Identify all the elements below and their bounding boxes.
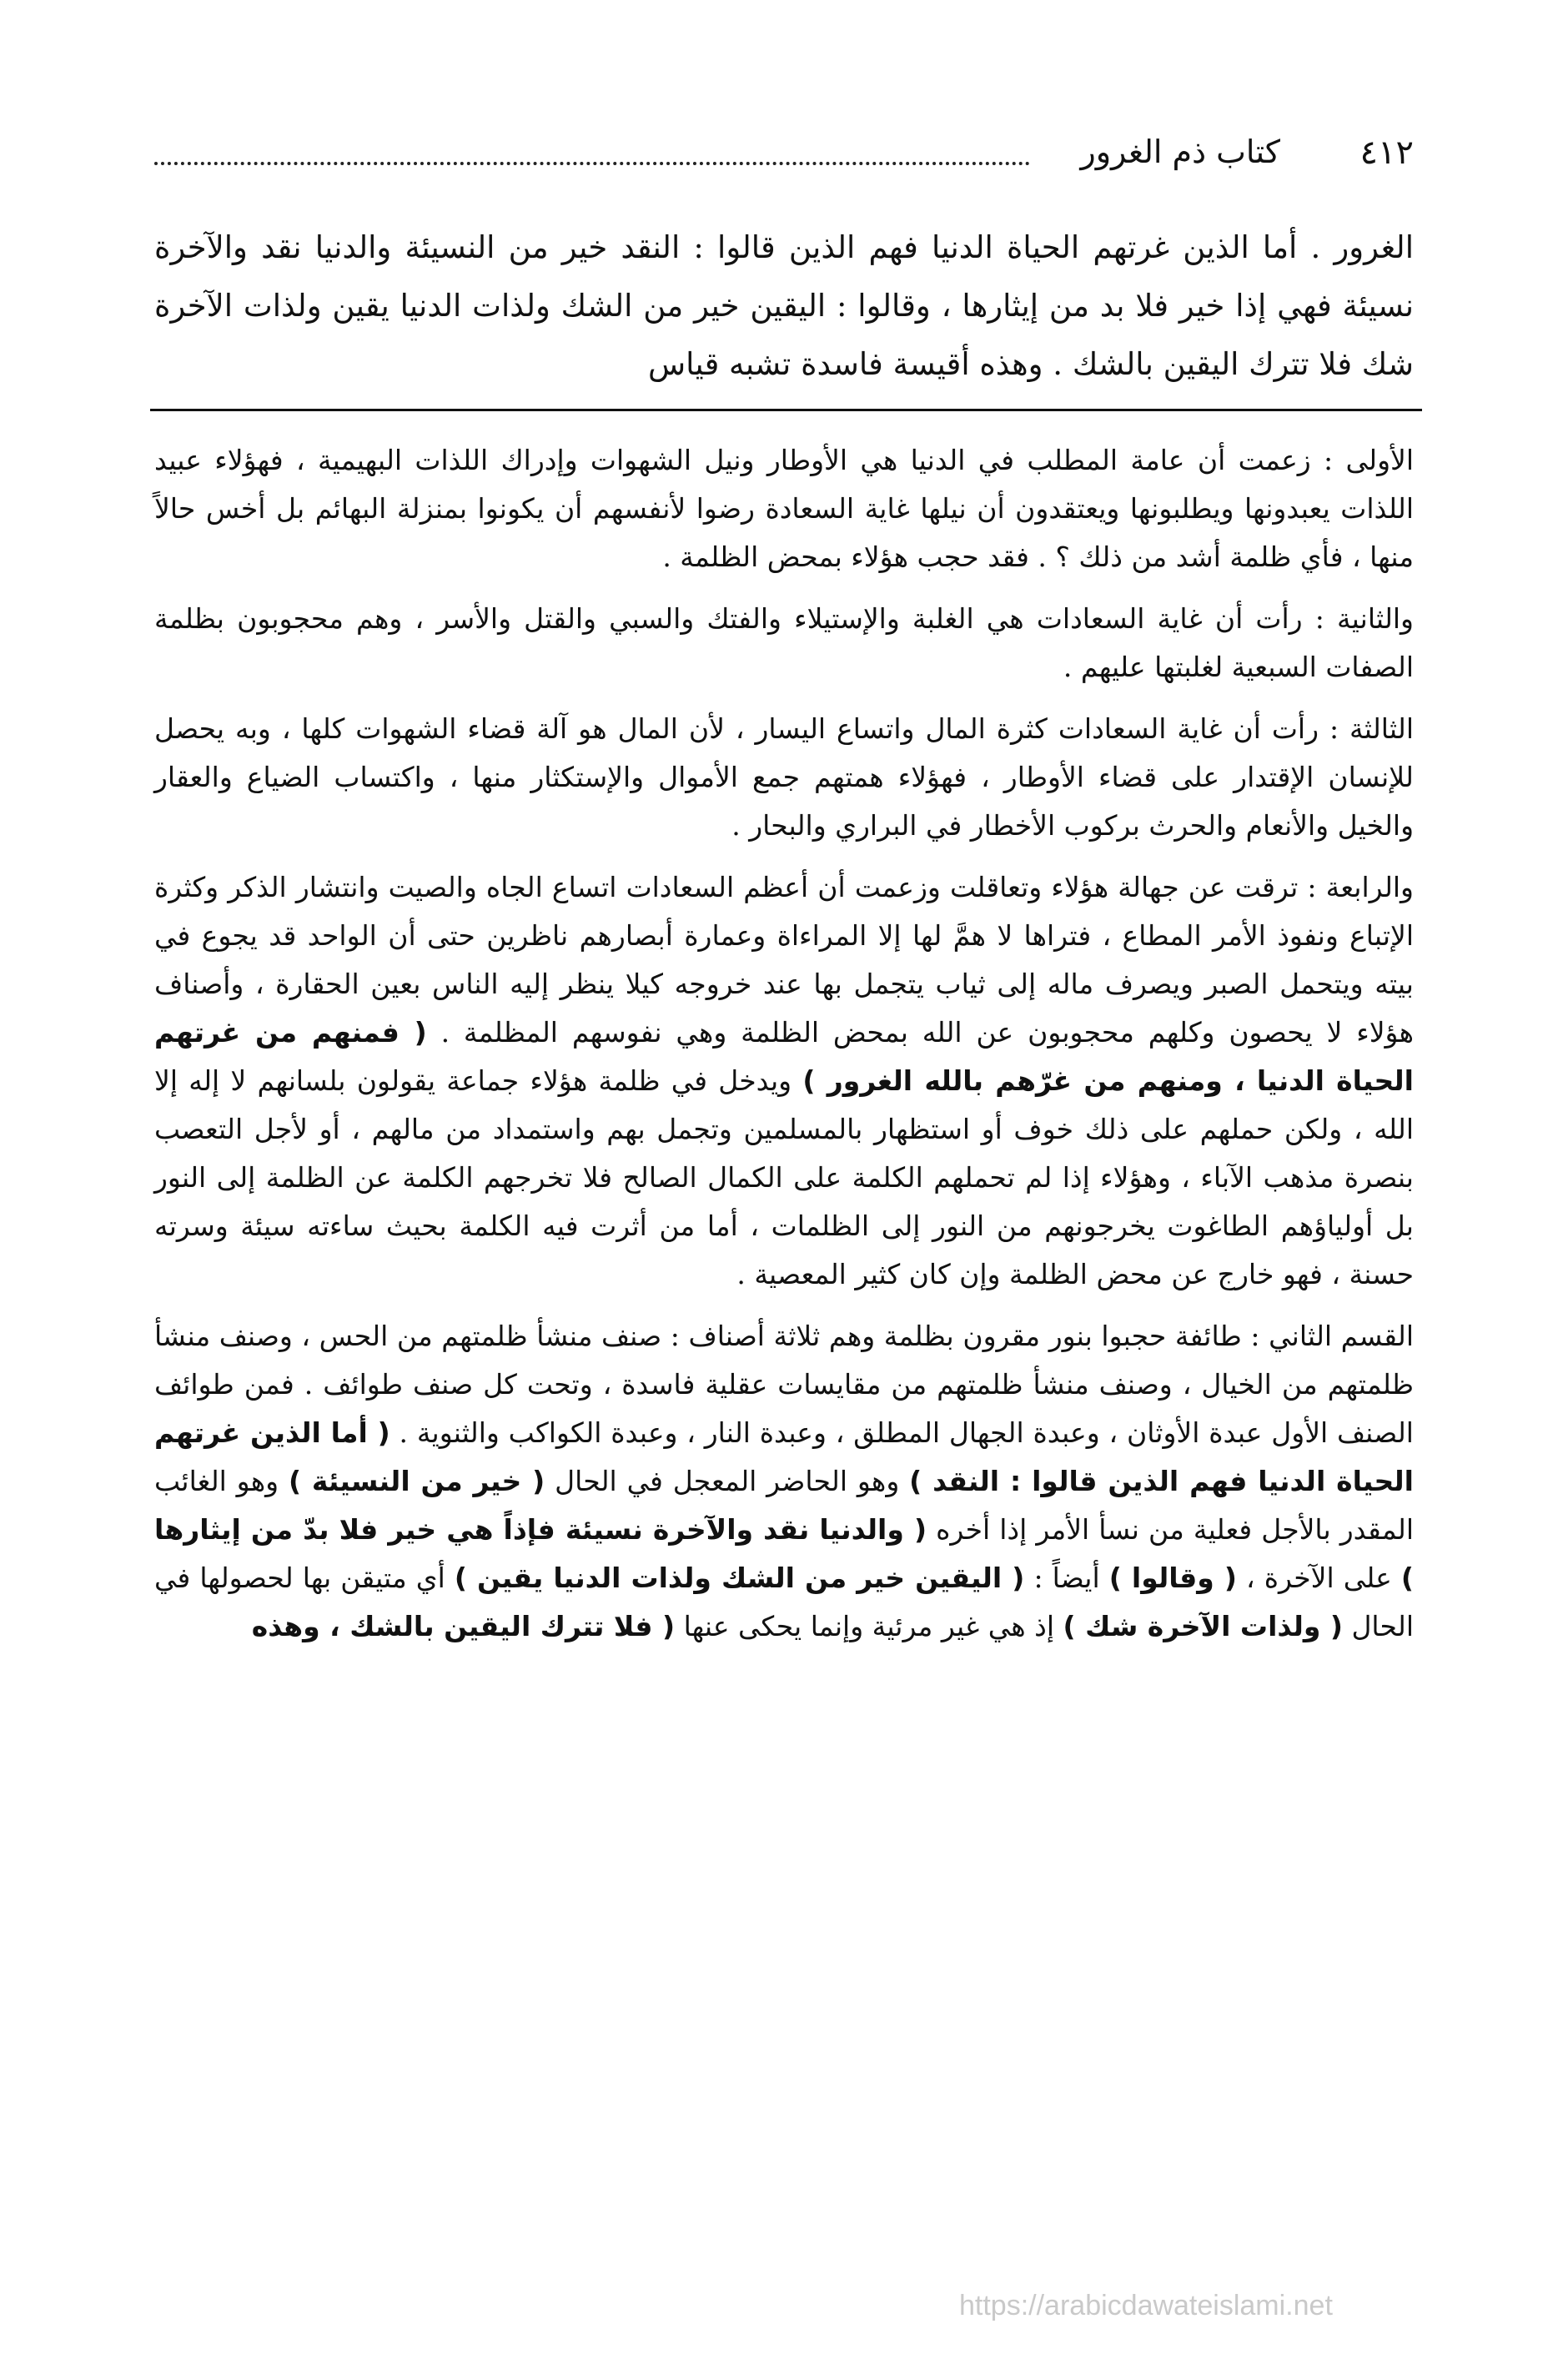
page-header xyxy=(154,125,1414,185)
running-title: كتاب ذم الغرور xyxy=(1080,133,1280,170)
paragraph-5-text-d: على الآخرة ، xyxy=(1246,1562,1392,1594)
paragraph-5-text-b: وهو الحاضر المعجل في الحال xyxy=(555,1465,900,1497)
page-number: ٤١٢ xyxy=(1359,133,1414,172)
commentary-paragraph-4 xyxy=(154,863,1414,1299)
quoted-text-5: ( اليقين خير من الشك ولذات الدنيا يقين ) xyxy=(454,1562,1025,1594)
paragraph-4-text-a: والرابعة : ترقت عن جهالة هؤلاء وتعاقلت وزعمت أن أعظم السعادات اتساع الجاه والصيت وانتشار الذكر وكثرة الإتباع ونفوذ الأمر المطاع ، فتراها لا همَّ لها إلا المراءاة وعمارة أبصارهم ناظرين حتى أن الواحد قد يجوع في بيته ويتحمل الصبر ويصرف ماله إلى ثياب يتجمل بها عند خروجه كيلا ينظر إليه الناس بعين الحقارة ، وأصناف هؤلاء لا يحصون وكلهم محجوبون عن الله بمحض الظلمة وهي نفوسهم المظلمة . xyxy=(154,871,1414,1049)
commentary-paragraph-2: والثانية : رأت أن غاية السعادات هي الغلبة والإستيلاء والفتك والسبي والقتل والأسر ، وهم محجوبون بظلمة الصفات السبعية لغلبتها عليهم . xyxy=(154,602,1414,683)
quoted-text-3: ( والدنيا نقد والآخرة نسيئة فإذاً هي خير فلا بدّ من إيثارها ) xyxy=(154,1513,1415,1594)
paragraph-5-text-f: أي متيقن بها لحصولها في الحال xyxy=(154,1562,1414,1642)
quoted-text-6: ( ولذات الآخرة شك ) xyxy=(1063,1610,1343,1642)
book-page xyxy=(154,125,1414,2294)
website-watermark: https://arabicdawateislami.net xyxy=(959,2290,1333,2321)
paragraph-4-text-b: ويدخل في ظلمة هؤلاء جماعة يقولون بلسانهم لا إله إلا الله ، ولكن حملهم على ذلك خوف أو استظهار بالمسلمين وتجمل بهم واستمداد من مالهم ، أو لأجل التعصب بنصرة مذهب الآباء ، وهؤلاء إذا لم تحملهم الكلمة على الكمال الصالح فلا تخرجهم الكلمة عن الظلمة إلى النور بل أولياؤهم الطاغوت يخرجونهم من النور إلى الظلمات ، أما من أثرت فيه الكلمة بحيث ساءته سيئة وسرته حسنة ، فهو خارج عن محض الظلمة وإن كان كثير المعصية . xyxy=(154,1064,1414,1290)
paragraph-5-text-e: أيضاً : xyxy=(1033,1562,1100,1594)
quoted-text-4: ( وقالوا ) xyxy=(1108,1562,1237,1594)
commentary-block xyxy=(154,436,1414,1651)
quoted-text-7: ( فلا تترك اليقين بالشك ، وهذه xyxy=(251,1610,676,1642)
quoted-verse-1: ( فمنهم من غرتهم الحياة الدنيا ، ومنهم من غرّهم بالله الغرور ) xyxy=(154,1016,1414,1097)
commentary-paragraph-5 xyxy=(154,1312,1414,1651)
main-paragraph: الغرور . أما الذين غرتهم الحياة الدنيا فهم الذين قالوا : النقد خير من النسيئة والدنيا نقد والآخرة نسيئة فهي إذا خير فلا بد من إيثارها ، وقالوا : اليقين خير من الشك ولذات الدنيا يقين ولذات الآخرة شك فلا تترك اليقين بالشك . وهذه أقيسة فاسدة تشبه قياس xyxy=(154,229,1414,382)
header-dotted-leader xyxy=(154,162,1030,165)
main-text-block xyxy=(154,219,1414,394)
paragraph-5-text-a: القسم الثاني : طائفة حجبوا بنور مقرون بظلمة وهم ثلاثة أصناف : صنف منشأ ظلمتهم من الحس ، وصنف منشأ ظلمتهم من الخيال ، وصنف منشأ ظلمتهم من مقايسات عقلية فاسدة ، وتحت كل صنف طوائف . فمن طوائف الصنف الأول عبدة الأوثان ، وعبدة الجهال المطلق ، وعبدة النار ، وعبدة الكواكب والثنوية . xyxy=(154,1320,1414,1449)
commentary-paragraph-3: الثالثة : رأت أن غاية السعادات كثرة المال واتساع اليسار ، لأن المال هو آلة قضاء الشهوات كلها ، وبه يحصل للإنسان الإقتدار على قضاء الأوطار ، فهؤلاء همتهم جمع الأموال والإستكثار منها ، واكتساب الضياع والعقار والخيل والأنعام والحرث بركوب الأخطار في البراري والبحار . xyxy=(154,712,1414,842)
footnote-separator xyxy=(150,409,1422,411)
quoted-text-1: ( أما الذين غرتهم الحياة الدنيا فهم الذين قالوا : النقد ) xyxy=(154,1416,1414,1497)
paragraph-5-text-g: إذ هي غير مرئية وإنما يحكى عنها xyxy=(683,1610,1055,1642)
quoted-text-2: ( خير من النسيئة ) xyxy=(288,1465,545,1497)
paragraph-5-text-c: وهو الغائب المقدر بالأجل فعلية من نسأ الأمر إذا أخره xyxy=(154,1465,1414,1546)
commentary-paragraph-1: الأولى : زعمت أن عامة المطلب في الدنيا هي الأوطار ونيل الشهوات وإدراك اللذات البهيمية ، فهؤلاء عبيد اللذات يعبدونها ويطلبونها ويعتقدون أن نيلها غاية السعادة رضوا لأنفسهم أن يكونوا بمنزلة البهائم بل أخس حالاً منها ، فأي ظلمة أشد من ذلك ؟ . فقد حجب هؤلاء بمحض الظلمة . xyxy=(154,444,1414,573)
